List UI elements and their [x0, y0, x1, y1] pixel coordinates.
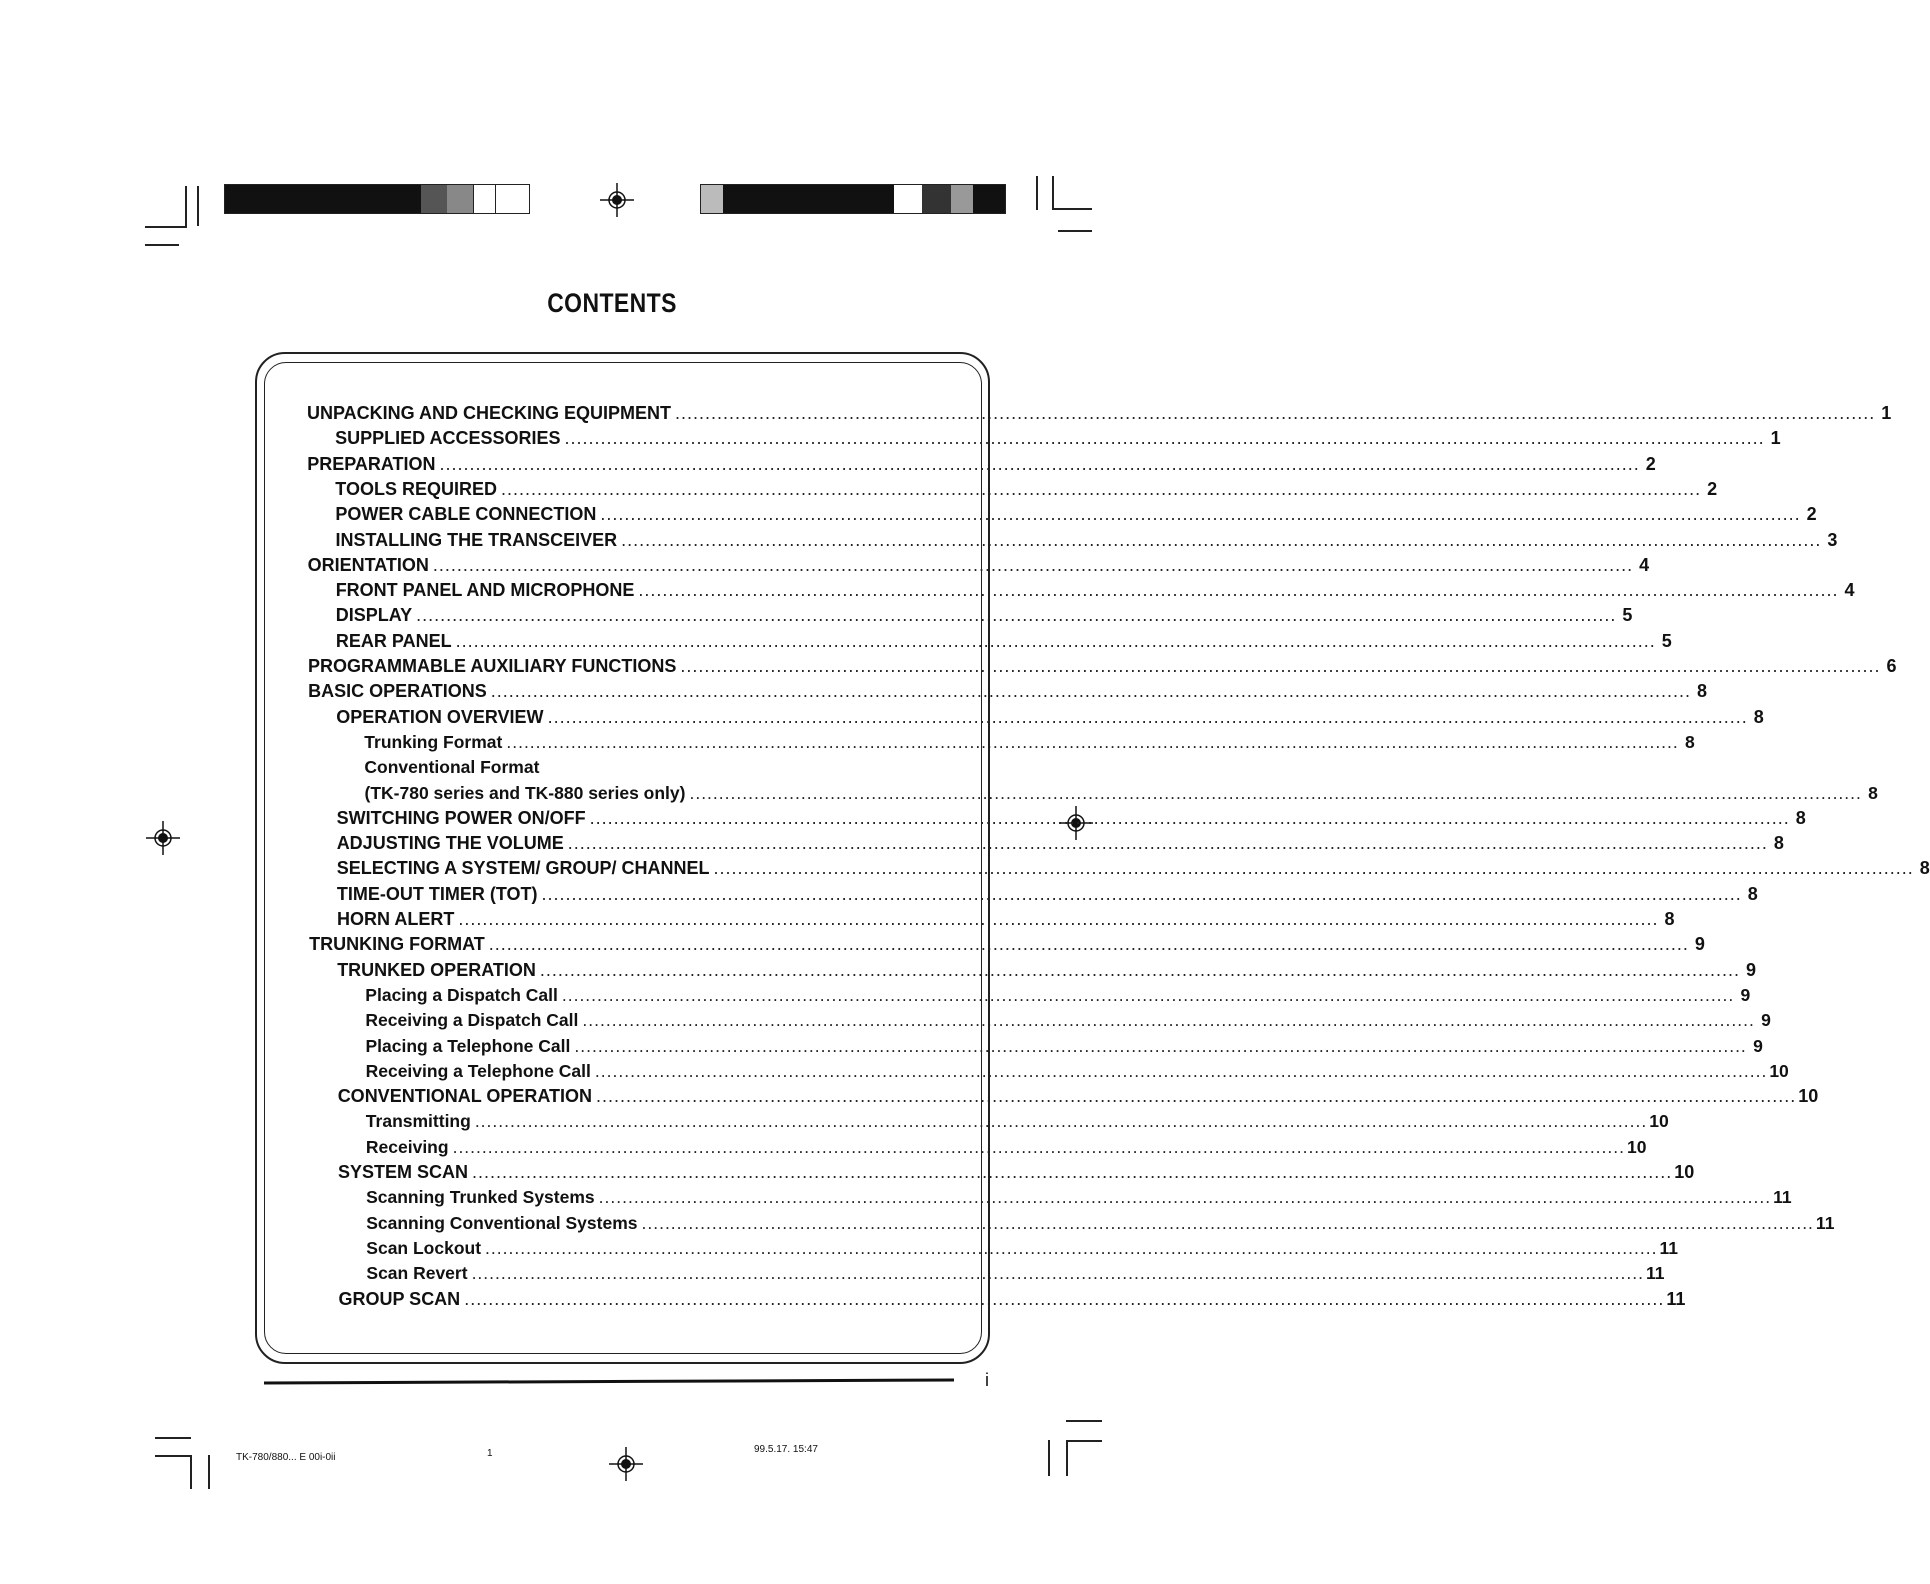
toc-entry-page: 2 — [1806, 504, 1817, 525]
toc-entry-label: Trunking Format — [364, 731, 503, 752]
toc-entry-page: 5 — [1661, 630, 1672, 651]
toc-entry-label: Receiving a Dispatch Call — [365, 1010, 579, 1031]
toc-entry-page: 2 — [1707, 478, 1718, 499]
toc-leader-dots: ........................................................................................................................................................................................................ — [713, 858, 1914, 879]
toc-leader-dots: ........................................................................................................................................................................................................ — [471, 1263, 1644, 1284]
crop-mark — [1036, 176, 1038, 210]
toc-entry[interactable] — [366, 1260, 1665, 1286]
toc-entry[interactable] — [335, 501, 1817, 527]
toc-entry[interactable] — [335, 577, 1855, 603]
toc-entry[interactable] — [338, 1286, 1686, 1312]
toc-leader-dots: ........................................................................................................................................................................................................ — [638, 580, 1839, 601]
toc-entry-page: 10 — [1674, 1162, 1695, 1182]
toc-entry-page: 10 — [1649, 1111, 1669, 1132]
toc-entry[interactable] — [335, 602, 1633, 628]
toc-leader-dots: ........................................................................................................................................................................................................ — [416, 605, 1617, 626]
crop-mark — [1066, 1440, 1068, 1476]
toc-entry-page: 2 — [1645, 453, 1656, 474]
toc-entry-page: 9 — [1746, 959, 1757, 980]
toc-leader-dots: ........................................................................................................................................................................................................ — [541, 883, 1742, 904]
toc-entry-page: 8 — [1773, 833, 1784, 854]
toc-entry-page: 10 — [1627, 1136, 1647, 1157]
toc-entry[interactable] — [336, 805, 1806, 831]
toc-entry-label: GROUP SCAN — [338, 1288, 461, 1309]
crop-mark — [155, 1455, 191, 1457]
toc-entry[interactable] — [336, 830, 1784, 856]
toc-entry-label: FRONT PANEL AND MICROPHONE — [335, 580, 635, 601]
toc-entry[interactable] — [337, 1083, 1819, 1109]
page-title: CONTENTS — [547, 288, 677, 318]
toc-leader-dots: ........................................................................................................................................................................................................ — [452, 1136, 1625, 1157]
toc-entry-label: HORN ALERT — [337, 909, 455, 929]
toc-entry-label: TRUNKED OPERATION — [337, 959, 536, 980]
toc-entry[interactable] — [365, 1007, 1771, 1033]
toc-entry-label: Transmitting — [365, 1111, 471, 1132]
crop-mark — [155, 1437, 191, 1439]
toc-entry-page: 1 — [1770, 428, 1781, 449]
toc-entry-page: 6 — [1886, 656, 1897, 676]
toc-leader-dots: ........................................................................................................................................................................................................ — [455, 630, 1656, 651]
toc-leader-dots: ........................................................................................................................................................................................................ — [574, 1035, 1747, 1056]
toc-entry-page: 8 — [1696, 681, 1707, 702]
toc-entry[interactable] — [335, 527, 1838, 553]
toc-leader-dots: ........................................................................................................................................................................................................ — [680, 656, 1881, 676]
toc-entry-label: ADJUSTING THE VOLUME — [336, 833, 564, 854]
toc-entry-label: Scan Revert — [366, 1263, 468, 1284]
toc-entry-page: 8 — [1753, 706, 1764, 727]
toc-leader-dots: ........................................................................................................................................................................................................ — [641, 1212, 1814, 1233]
toc-entry[interactable] — [337, 906, 1675, 932]
toc-entry[interactable] — [365, 1033, 1763, 1059]
toc-entry-label: Placing a Dispatch Call — [365, 984, 558, 1005]
toc-entry[interactable] — [335, 628, 1672, 654]
toc-entry-page: 4 — [1639, 554, 1650, 575]
toc-entry[interactable] — [365, 1058, 1789, 1084]
toc-entry-label: SWITCHING POWER ON/OFF — [336, 807, 586, 828]
toc-entry-page: 8 — [1664, 909, 1675, 929]
toc-leader-dots: ........................................................................................................................................................................................................ — [547, 706, 1748, 727]
toc-entry-label: BASIC OPERATIONS — [308, 681, 487, 702]
toc-leader-dots: ........................................................................................................................................................................................................ — [458, 909, 1659, 929]
toc-leader-dots: ........................................................................................................................................................................................................ — [432, 554, 1634, 575]
toc-entry-page: 1 — [1881, 403, 1892, 423]
toc-leader-dots: ........................................................................................................................................................................................................ — [564, 428, 1765, 449]
toc-entry-label: Scanning Conventional Systems — [366, 1212, 638, 1233]
page-marker: i — [985, 1370, 989, 1390]
toc-entry-page: 5 — [1622, 605, 1633, 626]
toc-entry-page: 3 — [1827, 529, 1838, 550]
toc-entry[interactable] — [365, 982, 1751, 1008]
footer-doc-id: TK-780/880... E 00i-0ii — [236, 1452, 336, 1463]
toc-leader-dots: ........................................................................................................................................................................................................ — [582, 1010, 1755, 1031]
toc-entry-label: OPERATION OVERVIEW — [336, 706, 544, 727]
toc-entry-page: 9 — [1740, 984, 1751, 1005]
toc-entry-label: REAR PANEL — [335, 630, 452, 651]
toc-entry[interactable] — [307, 451, 1656, 477]
footer-timestamp: 99.5.17. 15:47 — [754, 1444, 818, 1455]
toc-leader-dots: ........................................................................................................................................................................................................ — [474, 1111, 1648, 1132]
toc-entry-page: 8 — [1795, 807, 1806, 828]
crop-mark — [145, 226, 187, 228]
toc-entry[interactable] — [307, 400, 1892, 426]
crop-mark — [190, 1455, 192, 1489]
toc-entry-page: 11 — [1645, 1263, 1665, 1284]
toc-entry-label: DISPLAY — [335, 605, 413, 626]
toc-leader-dots: ........................................................................................................................................................................................................ — [485, 1237, 1658, 1258]
toc-entry-label: Scan Lockout — [366, 1237, 482, 1258]
toc-entry-label: ORIENTATION — [307, 554, 429, 575]
toc-entry-label: INSTALLING THE TRANSCEIVER — [335, 529, 618, 550]
toc-entry[interactable] — [364, 729, 1695, 755]
crop-mark — [185, 186, 187, 226]
toc-entry[interactable] — [337, 957, 1757, 983]
toc-entry-label: PROGRAMMABLE AUXILIARY FUNCTIONS — [308, 656, 677, 676]
toc-entry-page: 8 — [1747, 883, 1758, 904]
toc-entry[interactable] — [308, 653, 1897, 679]
registration-mark-icon — [609, 1447, 643, 1481]
toc-entry-page: 10 — [1798, 1086, 1819, 1107]
toc-entry-label: SUPPLIED ACCESSORIES — [335, 428, 561, 449]
toc-entry-page: 11 — [1773, 1187, 1792, 1208]
toc-entry-label: TRUNKING FORMAT — [309, 934, 485, 955]
footer-rule — [264, 1378, 954, 1384]
crop-mark — [145, 244, 179, 246]
color-bar-left — [224, 184, 530, 214]
toc-entry-label: UNPACKING AND CHECKING EQUIPMENT — [307, 403, 672, 423]
toc-leader-dots: ........................................................................................................................................................................................................ — [567, 833, 1768, 854]
toc-entry[interactable] — [336, 704, 1764, 730]
toc-leader-dots: ........................................................................................................................................................................................................ — [596, 1086, 1797, 1107]
crop-mark — [1052, 208, 1092, 210]
color-bar-right — [700, 184, 1006, 214]
toc-entry-page: 9 — [1761, 1010, 1771, 1031]
toc-entry-label: Receiving — [365, 1136, 449, 1157]
toc-leader-dots: ........................................................................................................................................................................................................ — [561, 984, 1735, 1005]
toc-entry-page: 9 — [1753, 1035, 1763, 1056]
toc-entry-label: Receiving a Telephone Call — [365, 1060, 591, 1081]
toc-entry-page: 10 — [1769, 1060, 1789, 1081]
toc-entry[interactable] — [365, 1108, 1669, 1134]
registration-mark-icon — [600, 183, 634, 217]
toc-entry[interactable] — [366, 1184, 1792, 1210]
crop-mark — [1066, 1440, 1102, 1442]
toc-leader-dots: ........................................................................................................................................................................................................ — [500, 478, 1702, 499]
toc-entry[interactable] — [364, 780, 1878, 806]
toc-leader-dots: ........................................................................................................................................................................................................ — [600, 504, 1801, 525]
toc-entry[interactable] — [366, 1210, 1835, 1236]
toc-leader-dots: ........................................................................................................................................................................................................ — [598, 1187, 1772, 1208]
toc-entry[interactable] — [336, 855, 1930, 881]
toc-leader-dots: ........................................................................................................................................................................................................ — [472, 1162, 1673, 1182]
toc-entry[interactable] — [335, 476, 1718, 502]
toc-leader-dots: ........................................................................................................................................................................................................ — [488, 934, 1689, 955]
toc-leader-dots: ........................................................................................................................................................................................................ — [539, 959, 1741, 980]
crop-mark — [1048, 1440, 1050, 1476]
toc-entry[interactable] — [364, 754, 933, 780]
toc-entry-page: 11 — [1666, 1288, 1686, 1309]
crop-mark — [1052, 176, 1054, 210]
toc-entry-page: 4 — [1844, 580, 1855, 601]
toc-entry-page: 11 — [1815, 1212, 1835, 1233]
registration-mark-icon — [146, 821, 180, 855]
toc-leader-dots: ........................................................................................................................................................................................................ — [464, 1288, 1665, 1309]
toc-entry-page: 8 — [1919, 858, 1930, 879]
toc-entry-label: SELECTING A SYSTEM/ GROUP/ CHANNEL — [336, 858, 710, 879]
toc-leader-dots: ........................................................................................................................................................................................................ — [689, 782, 1862, 803]
toc-entry-page: 8 — [1868, 782, 1878, 803]
toc-entry[interactable] — [307, 552, 1650, 578]
toc-leader-dots: ........................................................................................................................................................................................................ — [675, 403, 1876, 423]
toc-leader-dots: ........................................................................................................................................................................................................ — [490, 681, 1691, 702]
toc-entry[interactable] — [338, 1159, 1695, 1185]
toc-entry-label: Conventional Format — [364, 757, 540, 778]
toc-leader-dots: ........................................................................................................................................................................................................ — [439, 453, 1640, 474]
crop-mark — [1066, 1420, 1102, 1422]
crop-mark — [208, 1455, 210, 1489]
toc-entry[interactable] — [309, 931, 1705, 957]
toc-entry-label: Scanning Trunked Systems — [366, 1187, 595, 1208]
crop-mark — [197, 186, 199, 226]
toc-leader-dots: ........................................................................................................................................................................................................ — [594, 1060, 1768, 1081]
footer-page-number: 1 — [487, 1448, 493, 1459]
toc-entry[interactable] — [336, 881, 1758, 907]
toc-leader-dots: ........................................................................................................................................................................................................ — [621, 529, 1822, 550]
toc-entry-label: PREPARATION — [307, 453, 436, 474]
toc-leader-dots: ........................................................................................................................................................................................................ — [589, 807, 1790, 828]
toc-entry-label: SYSTEM SCAN — [338, 1162, 469, 1182]
toc-entry-label: (TK-780 series and TK-880 series only) — [364, 782, 686, 803]
toc-entry-label: CONVENTIONAL OPERATION — [337, 1086, 593, 1107]
toc-entry[interactable] — [308, 678, 1707, 704]
toc-entry[interactable] — [366, 1235, 1678, 1261]
toc-entry-page: 9 — [1694, 934, 1705, 955]
toc-entry-label: Placing a Telephone Call — [365, 1035, 571, 1056]
toc-entry-label: TOOLS REQUIRED — [335, 478, 497, 499]
toc-entry[interactable] — [365, 1134, 1647, 1160]
toc-entry-page: 11 — [1659, 1237, 1678, 1258]
toc-entry-label: POWER CABLE CONNECTION — [335, 504, 597, 525]
crop-mark — [1058, 230, 1092, 232]
toc-entry-label: TIME-OUT TIMER (TOT) — [336, 883, 538, 904]
toc-leader-dots: ........................................................................................................................................................................................................ — [506, 731, 1679, 752]
toc-entry[interactable] — [335, 425, 1781, 451]
toc-entry-page: 8 — [1685, 731, 1695, 752]
